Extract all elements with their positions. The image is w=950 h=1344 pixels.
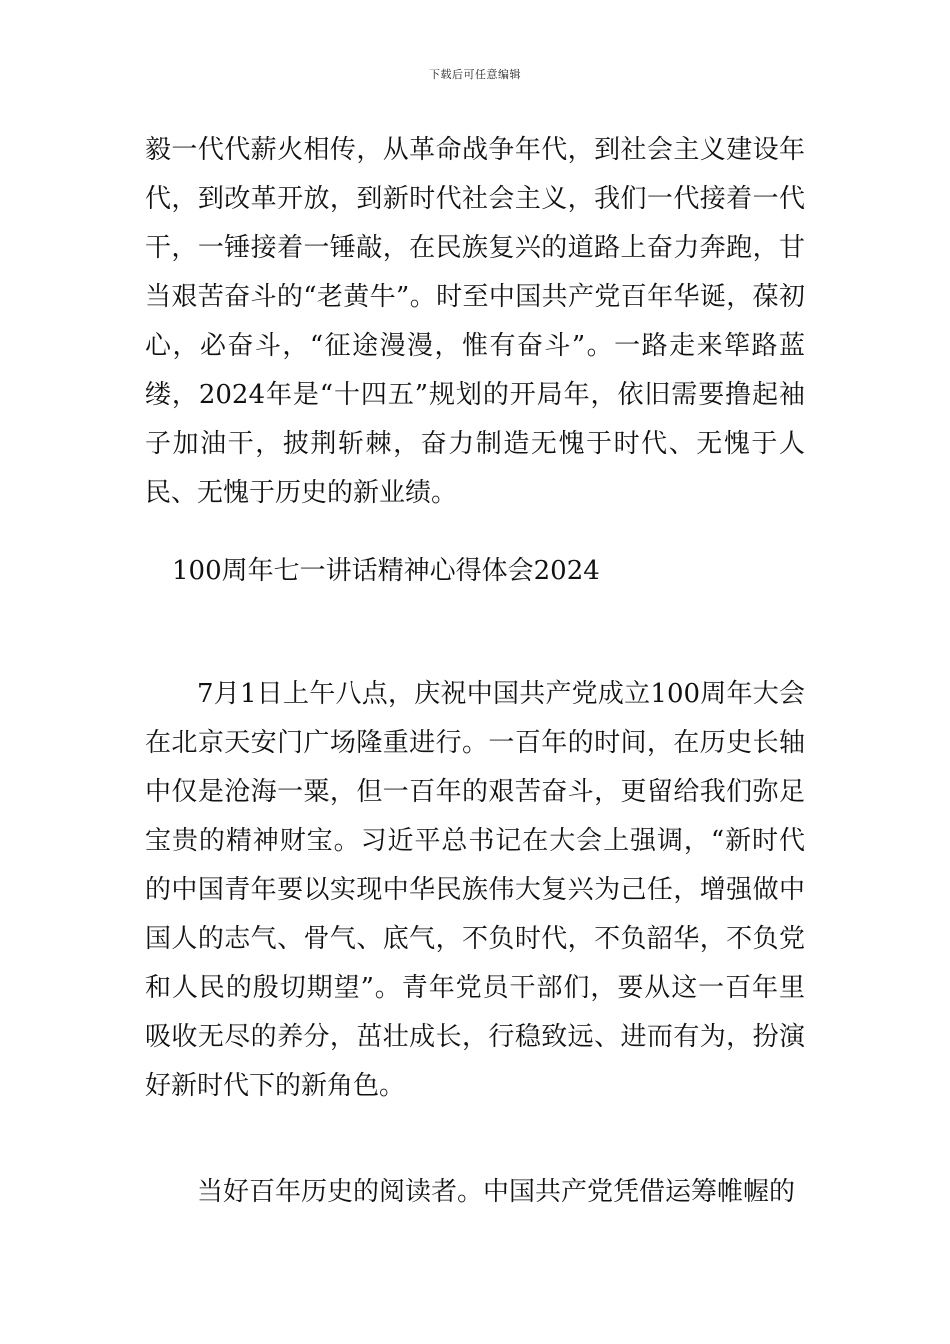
- page-header-note: 下载后可任意编辑: [429, 68, 521, 81]
- paragraph-continuation: 毅一代代薪火相传，从革命战争年代，到社会主义建设年代，到改革开放，到新时代社会主义，我们一代接着一代干，一锤接着一锤敲，在民族复兴的道路上奋力奔跑，甘当艰苦奋斗的“老黄牛”。时至中国共产党百年华诞，葆初心，必奋斗，“征途漫漫，惟有奋斗”。一路走来筚路蓝缕，2024年是“十四五”规划的开局年，依旧需要撸起袖子加油干，披荆斩棘，奋力制造无愧于时代、无愧于人民、无愧于历史的新业绩。: [145, 135, 805, 508]
- paragraph-body-1: 7月1日上午八点，庆祝中国共产党成立100周年大会在北京天安门广场隆重进行。一百年的时间，在历史长轴中仅是沧海一粟，但一百年的艰苦奋斗，更留给我们弥足宝贵的精神财宝。习近平总书记在大会上强调，“新时代的中国青年要以实现中华民族伟大复兴为己任，增强做中国人的志气、骨气、底气，不负时代，不负韶华，不负党和人民的殷切期望”。青年党员干部们，要从这一百年里吸收无尽的养分，茁壮成长，行稳致远、进而有为，扮演好新时代下的新角色。: [145, 679, 805, 1101]
- paragraph-body-2: 当好百年历史的阅读者。中国共产党凭借运筹帷幄的: [197, 1177, 796, 1207]
- section-title: 100周年七一讲话精神心得体会2024: [172, 556, 600, 586]
